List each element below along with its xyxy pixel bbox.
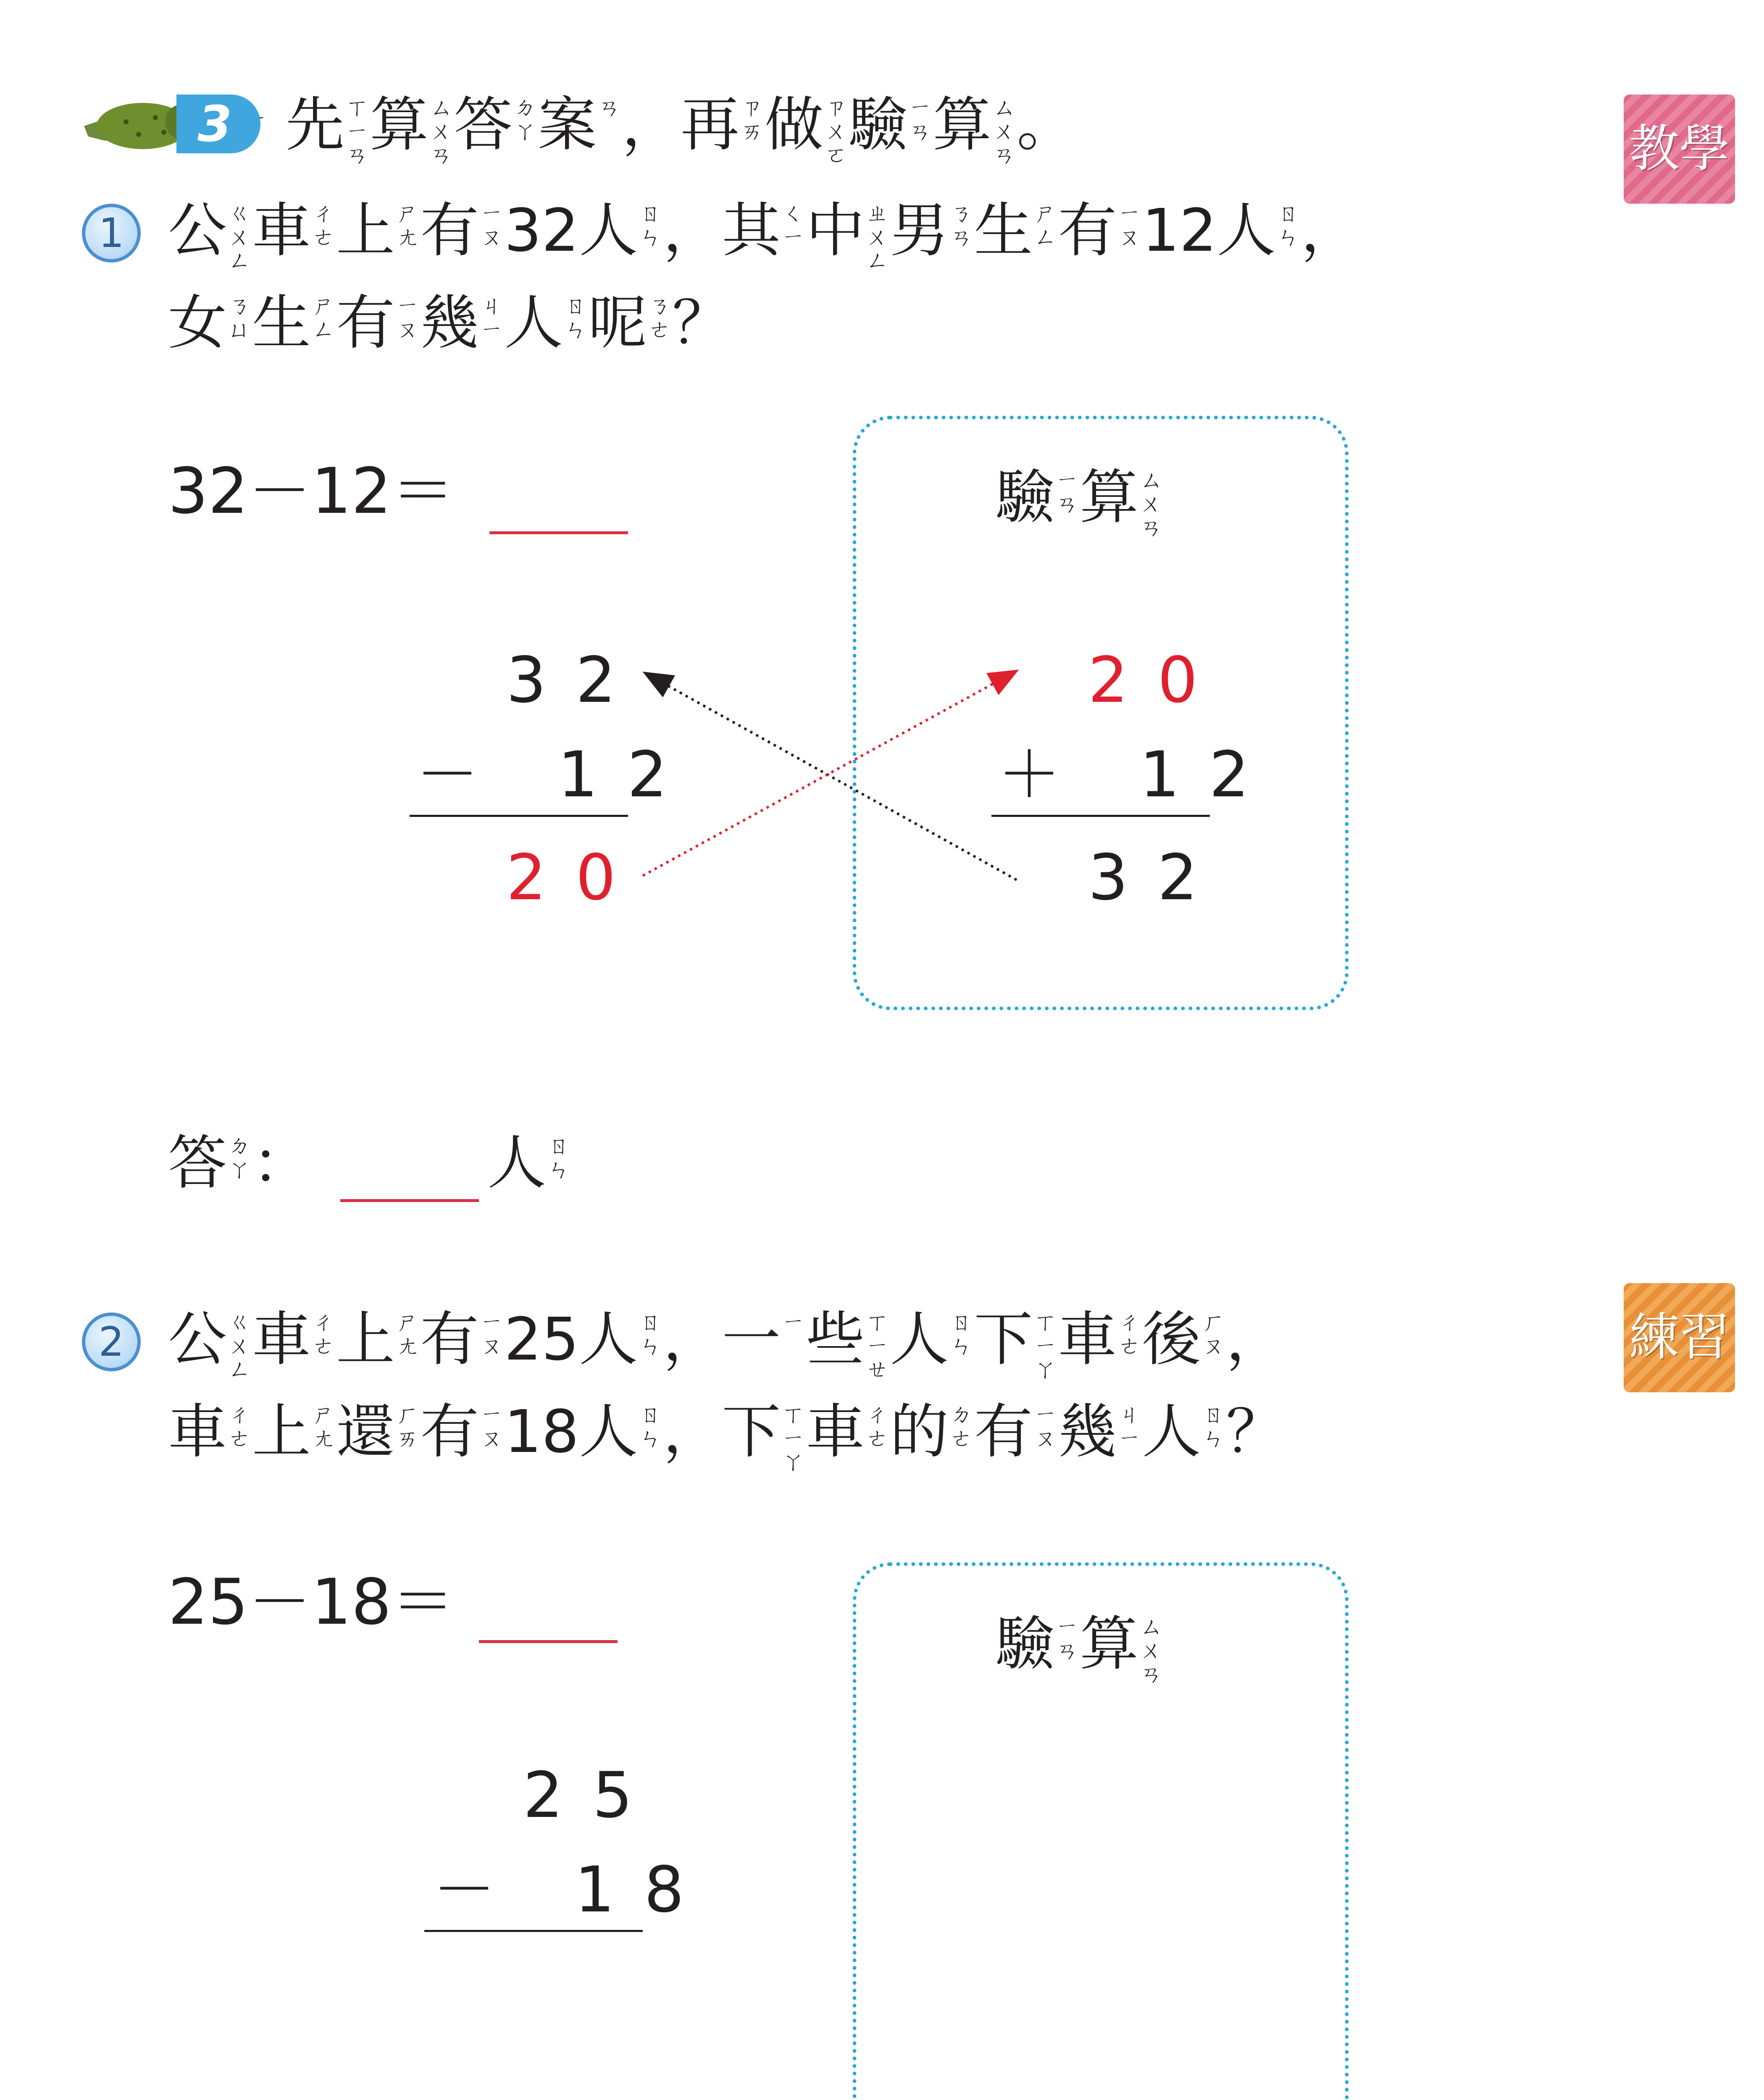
zhuyin: ㄕ ㄤ (396, 200, 419, 250)
zhuyin: ㄑ ㄧ (782, 200, 805, 250)
zhuyin: ㄔ ㄜ (866, 1401, 889, 1452)
q1-check-bottom: ＋ 12 (998, 738, 1279, 811)
q1-check-result: 32 (1088, 841, 1227, 914)
q2-sub-top: 25 (523, 1759, 662, 1832)
char: 再 (681, 91, 740, 159)
zhuyin: ㄖ ㄣ (1202, 1401, 1225, 1452)
zhuyin: ㄋ ㄢ (950, 200, 973, 250)
q2-equation: 25－18＝ (168, 1566, 455, 1639)
zhuyin: ㄐ ㄧ (480, 292, 503, 343)
question-number-1: 1 (82, 204, 141, 262)
char: 生 (252, 289, 311, 357)
zhuyin: ㄧ ㄡ (480, 200, 503, 250)
teach-badge: 教學 (1624, 94, 1735, 204)
char: 上 (252, 1398, 311, 1466)
zhuyin: ㄕ ㄤ (396, 1309, 419, 1359)
zhuyin: ㄗ ㄨ ㄛ (825, 94, 848, 168)
zhuyin: ㄒ ㄧ ㄚ (1034, 1309, 1057, 1383)
q2-text-line-2 (168, 1398, 1285, 1475)
zhuyin: ㄧ ㄡ (480, 1401, 503, 1452)
char: 先 (286, 91, 345, 159)
q2-sub-bottom: － 18 (433, 1853, 714, 1927)
zhuyin: ㄖ ㄣ (950, 1309, 973, 1359)
char: 算 (370, 91, 429, 159)
zhuyin: ㄒ ㄧ ㄚ (782, 1401, 805, 1475)
zhuyin: ㄏ ㄡ (1202, 1309, 1225, 1359)
zhuyin: ㄖ ㄣ (639, 1401, 662, 1452)
char: 呢 (588, 289, 647, 357)
q1-sub-result: 20 (506, 841, 645, 914)
char: 算 (1080, 1610, 1139, 1678)
zhuyin: ㄔ ㄜ (312, 1309, 335, 1359)
char: 車 (1058, 1305, 1117, 1374)
char: 上 (336, 197, 395, 265)
zhuyin: ㄖ ㄣ (1277, 200, 1300, 250)
char: 公 (168, 197, 227, 265)
q2-check-title (996, 1610, 1164, 1688)
zhuyin: ㄍ ㄨ ㄥ (228, 1309, 251, 1383)
q1-cross-arrows (0, 0, 1764, 1008)
zhuyin: ㄙ ㄨ ㄢ (993, 94, 1016, 168)
char: 車 (252, 197, 311, 265)
char: 18 (504, 1398, 579, 1466)
zhuyin: ㄧ (782, 1309, 805, 1335)
char: 人 (579, 197, 638, 265)
zhuyin: ㄉ ㄚ (514, 94, 537, 144)
zhuyin: ㄕ ㄥ (1034, 200, 1057, 250)
char: ？ (672, 289, 731, 357)
zhuyin: ㄧ ㄢ (1056, 467, 1079, 517)
question-number-2: 2 (82, 1312, 141, 1371)
zhuyin: ㄖ ㄣ (564, 292, 587, 343)
zhuyin: ㄕ ㄥ (312, 292, 335, 343)
arrow-black (647, 674, 1017, 880)
char: 驗 (996, 463, 1055, 532)
char: 有 (420, 1305, 479, 1374)
char: ？ (1226, 1398, 1285, 1466)
zhuyin: ㄏ ㄞ (396, 1401, 419, 1452)
char: 上 (336, 1305, 395, 1374)
char: 車 (252, 1305, 311, 1374)
zhuyin: ㄖ ㄣ (639, 1309, 662, 1359)
q1-check-top: 20 (1088, 644, 1227, 717)
zhuyin: ㄧ ㄡ (1118, 200, 1141, 250)
practice-badge: 練習 (1624, 1283, 1735, 1392)
zhuyin: ㄧ ㄡ (480, 1309, 503, 1359)
char: 人 (579, 1398, 638, 1466)
zhuyin: ㄙ ㄨ ㄢ (1140, 467, 1163, 541)
zhuyin: ㄔ ㄜ (228, 1401, 251, 1452)
zhuyin: ㄗ ㄞ (741, 94, 764, 144)
q1-answer-label (168, 1129, 311, 1197)
zhuyin: ㄒ ㄧ ㄝ (866, 1309, 889, 1383)
char: 一 (722, 1305, 781, 1374)
zhuyin: ㄧ ㄢ (909, 94, 932, 144)
q2-text-line-1 (168, 1305, 1285, 1383)
char: ， (663, 1305, 722, 1374)
char: 有 (420, 197, 479, 265)
char: 人 (890, 1305, 949, 1374)
char: 案 (538, 91, 597, 159)
char: 有 (974, 1398, 1033, 1466)
zhuyin: ㄧ ㄡ (1034, 1401, 1057, 1452)
q1-answer-unit (487, 1129, 571, 1197)
char: ， (663, 197, 722, 265)
char: 中 (806, 197, 865, 265)
q1-sub-bottom: － 12 (416, 738, 697, 811)
zhuyin: ㄧ ㄡ (396, 292, 419, 343)
char: 算 (1080, 463, 1139, 532)
char: 有 (336, 289, 395, 357)
char: 下 (722, 1398, 781, 1466)
char: 做 (765, 91, 824, 159)
char: 其 (722, 197, 781, 265)
zhuyin: ㄒ ㄧ ㄢ (346, 94, 369, 168)
char: 驗 (849, 91, 908, 159)
zhuyin: ㄖ ㄣ (639, 200, 662, 250)
zhuyin: ㄋ ㄜ (648, 292, 671, 343)
char: ， (1301, 197, 1360, 265)
char: 有 (1058, 197, 1117, 265)
char: ， (663, 1398, 722, 1466)
q2-sub-rule (424, 1930, 643, 1932)
char: 12 (1142, 197, 1217, 265)
char: 算 (933, 91, 992, 159)
q1-answer-blank[interactable] (340, 1199, 479, 1202)
zhuyin: ㄓ ㄨ ㄥ (866, 200, 889, 274)
char: 男 (890, 197, 949, 265)
zhuyin: ㄍ ㄨ ㄥ (228, 200, 251, 274)
char: 幾 (420, 289, 479, 357)
char: 人 (1142, 1398, 1201, 1466)
char: 還 (336, 1398, 395, 1466)
char: 答 (168, 1129, 227, 1197)
char: 車 (168, 1398, 227, 1466)
char: 些 (806, 1305, 865, 1374)
zhuyin: ㄉ ㄚ (228, 1132, 251, 1183)
zhuyin: ㄙ ㄨ ㄢ (430, 94, 453, 168)
char: ， (1226, 1305, 1285, 1374)
zhuyin: ㄧ ㄢ (1056, 1613, 1079, 1664)
zhuyin: ㄉ ㄜ (950, 1401, 973, 1452)
char: 的 (890, 1398, 949, 1466)
char: 幾 (1058, 1398, 1117, 1466)
char: ， (622, 91, 681, 159)
char: 人 (487, 1129, 547, 1197)
char: 32 (504, 197, 579, 265)
zhuyin: ㄕ ㄤ (312, 1401, 335, 1452)
zhuyin: ㄔ ㄜ (312, 200, 335, 250)
char: 後 (1142, 1305, 1201, 1374)
zhuyin: ㄢ (598, 94, 621, 121)
char: 人 (504, 289, 563, 357)
char: 驗 (996, 1610, 1055, 1678)
char: 生 (974, 197, 1033, 265)
char: 答 (454, 91, 513, 159)
char: ： (252, 1129, 311, 1197)
char: 有 (420, 1398, 479, 1466)
char: 人 (1217, 197, 1276, 265)
zhuyin: ㄐ ㄧ (1118, 1401, 1141, 1452)
char: 公 (168, 1305, 227, 1374)
zhuyin: ㄔ ㄜ (1118, 1309, 1141, 1359)
char: 車 (806, 1398, 865, 1466)
q1-equation: 32－12＝ (168, 455, 455, 528)
char: 。 (1017, 91, 1076, 159)
char: 人 (579, 1305, 638, 1374)
char: 女 (168, 289, 227, 357)
zhuyin: ㄋ ㄩ (228, 292, 251, 343)
q2-equation-blank[interactable] (479, 1640, 618, 1643)
q1-sub-top: 32 (506, 644, 645, 717)
char: 25 (504, 1305, 579, 1374)
zhuyin: ㄙ ㄨ ㄢ (1140, 1613, 1163, 1688)
char: 下 (974, 1305, 1033, 1374)
problem-number: 3 (197, 95, 232, 153)
zhuyin: ㄖ ㄣ (547, 1132, 570, 1183)
